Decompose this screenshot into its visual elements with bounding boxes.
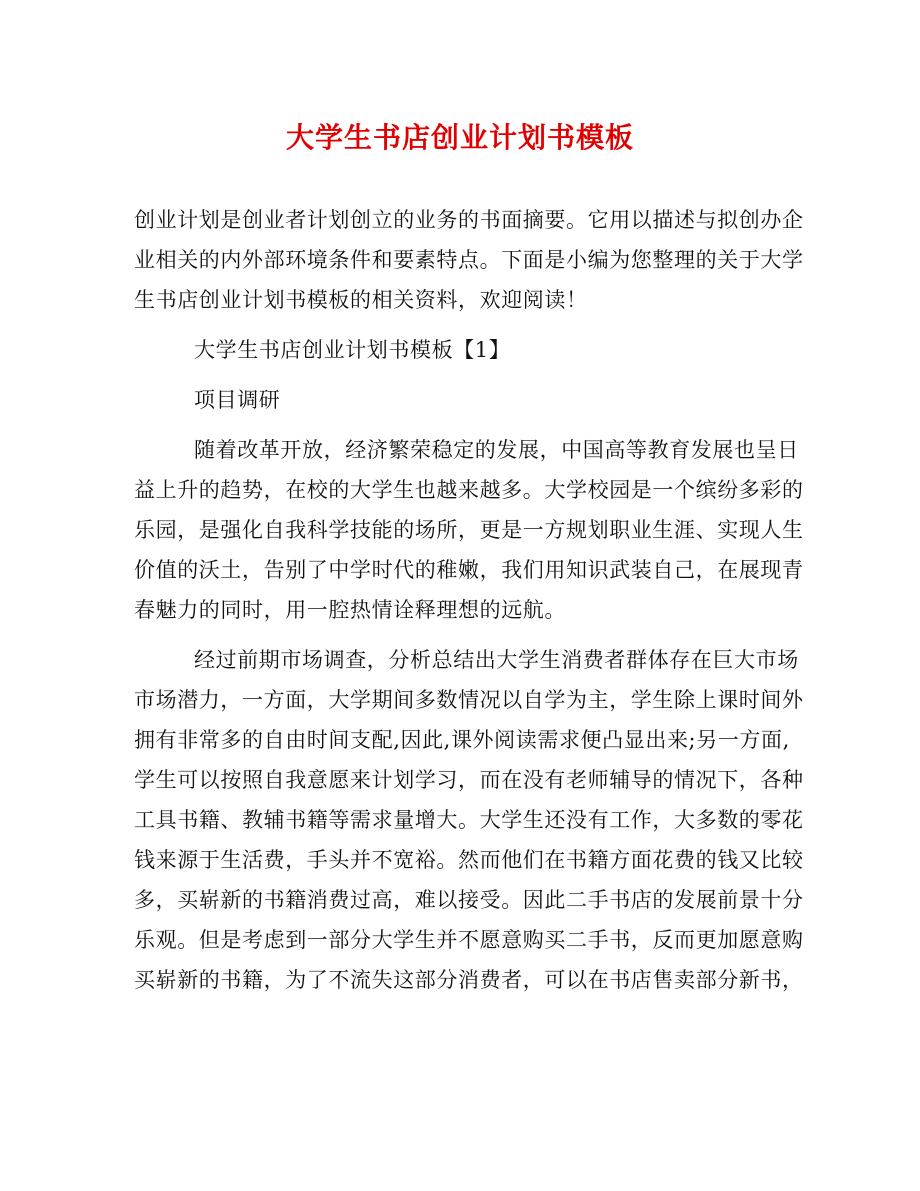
- paragraph-line: 经过前期市场调查，分析总结出大学生消费者群体存在巨大市场: [194, 648, 799, 672]
- paragraph-line: 买崭新的书籍，为了不流失这部分消费者，可以在书店售卖部分新书，: [134, 968, 804, 992]
- intro-paragraph: [134, 200, 804, 320]
- document-body: [134, 200, 804, 1000]
- document-title: 大学生书店创业计划书模板: [285, 121, 634, 154]
- subheading: 项目调研: [194, 388, 281, 412]
- paragraph-line: 市场潜力，一方面，大学期间多数情况以自学为主，学生除上课时间外: [134, 688, 804, 712]
- paragraph-line: 多，买崭新的书籍消费过高，难以接受。因此二手书店的发展前景十分: [134, 888, 804, 912]
- paragraph-line: 学生可以按照自我意愿来计划学习，而在没有老师辅导的情况下，各种: [134, 768, 804, 792]
- paragraph-line: 春魅力的同时，用一腔热情诠释理想的远航。: [134, 598, 566, 622]
- paragraph-line: 价值的沃土，告别了中学时代的稚嫩，我们用知识武装自己，在展现青: [134, 558, 804, 582]
- paragraph-line: 乐园，是强化自我科学技能的场所，更是一方规划职业生涯、实现人生: [134, 518, 804, 542]
- paragraph-line: 随着改革开放，经济繁荣稳定的发展，中国高等教育发展也呈日: [194, 438, 799, 462]
- paragraph-1: [134, 430, 804, 630]
- paragraph-2: [134, 640, 804, 1000]
- paragraph-line: 拥有非常多的自由时间支配,因此,课外阅读需求便凸显出来;另一方面,: [134, 728, 790, 752]
- paragraph-line: 钱来源于生活费，手头并不宽裕。然而他们在书籍方面花费的钱又比较: [134, 848, 804, 872]
- paragraph-line: 乐观。但是考虑到一部分大学生并不愿意购买二手书，反而更加愿意购: [134, 928, 804, 952]
- paragraph-line: 益上升的趋势，在校的大学生也越来越多。大学校园是一个缤纷多彩的: [134, 478, 804, 502]
- intro-line: 业相关的内外部环境条件和要素特点。下面是小编为您整理的关于大学: [134, 248, 804, 272]
- intro-line: 创业计划是创业者计划创立的业务的书面摘要。它用以描述与拟创办企: [134, 208, 804, 232]
- paragraph-line: 工具书籍、教辅书籍等需求量增大。大学生还没有工作，大多数的零花: [134, 808, 804, 832]
- section-heading: 大学生书店创业计划书模板【1】: [194, 338, 511, 362]
- intro-line: 生书店创业计划书模板的相关资料，欢迎阅读！: [134, 288, 588, 312]
